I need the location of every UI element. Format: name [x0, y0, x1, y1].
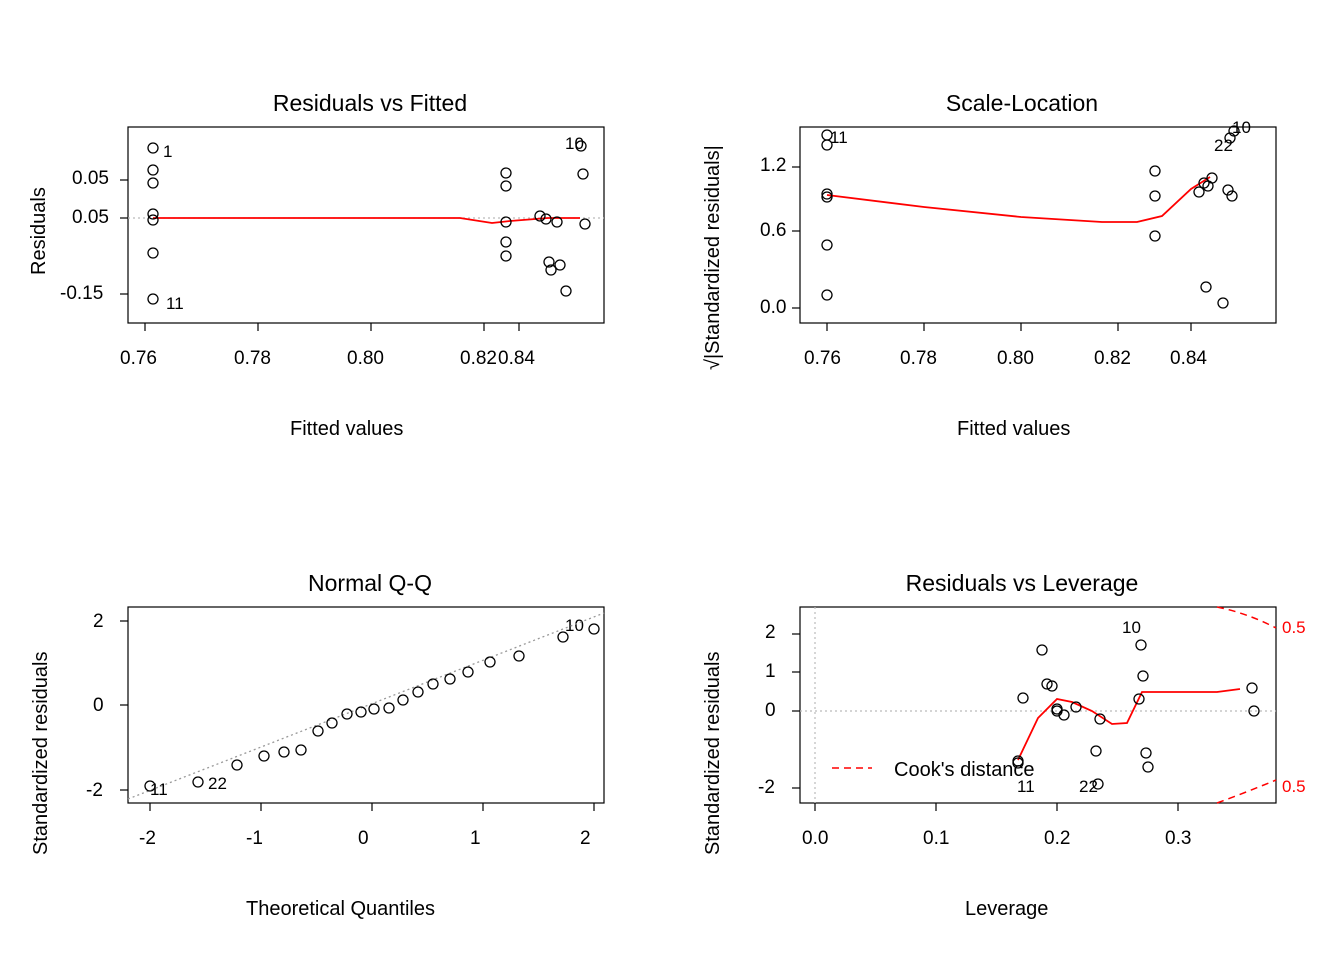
panel2-ytick-0: 0.0 [760, 297, 787, 318]
panel4-plot-area [672, 480, 1344, 960]
panel3-xtick-0: -2 [139, 828, 156, 849]
cooks-distance-legend-label: Cook's distance [894, 759, 1035, 781]
panel2-ylabel: √|Standardized residuals| [702, 145, 724, 370]
panel4-ytick-3: 2 [765, 622, 776, 643]
panel1-ytick-1: 0.05 [72, 207, 109, 228]
panel2-point-label-22: 22 [1214, 136, 1233, 155]
panel4-xtick-3: 0.3 [1165, 828, 1192, 849]
panel3-point-label-10: 10 [565, 616, 584, 635]
panel3-ytick-0: -2 [86, 780, 103, 801]
panel4-point-label-11: 11 [1017, 777, 1035, 796]
panel2-plot-area [672, 0, 1344, 480]
panel-scale-location [672, 0, 1344, 480]
panel1-xtick-1: 0.78 [234, 348, 271, 369]
panel2-xtick-0: 0.76 [804, 348, 841, 369]
panel4-xtick-0: 0.0 [802, 828, 829, 849]
panel3-point-label-11: 11 [150, 780, 168, 799]
panel1-point-label-1: 1 [163, 142, 173, 161]
panel4-xlabel: Leverage [965, 898, 1049, 920]
panel4-ytick-1: 0 [765, 700, 776, 721]
panel1-xlabel: Fitted values [290, 418, 404, 440]
panel2-point-label-11: 11 [830, 128, 848, 147]
panel3-title: Normal Q-Q [308, 570, 432, 596]
panel3-plot-area [0, 480, 672, 960]
panel2-title: Scale-Location [945, 90, 1099, 116]
panel1-ytick-2: 0.05 [72, 168, 109, 189]
panel4-point-label-22: 22 [1079, 777, 1098, 796]
panel2-xtick-1: 0.78 [900, 348, 937, 369]
panel2-ytick-1: 0.6 [760, 220, 787, 241]
panel1-ytick-0: -0.15 [60, 283, 104, 304]
panel3-ylabel: Standardized residuals [30, 651, 52, 855]
panel3-ytick-2: 2 [93, 611, 104, 632]
panel1-ylabel: Residuals [28, 187, 50, 275]
panel4-point-label-10: 10 [1122, 618, 1141, 637]
panel3-xtick-4: 2 [580, 828, 591, 849]
panel-residuals-vs-leverage [672, 480, 1344, 960]
panel4-title: Residuals vs Leverage [905, 570, 1139, 596]
panel3-xtick-3: 1 [470, 828, 481, 849]
panel4-ylabel: Standardized residuals [702, 651, 724, 855]
panel4-ytick-0: -2 [758, 777, 775, 798]
panel2-xtick-2: 0.80 [997, 348, 1034, 369]
cook-level-upper: 0.5 [1282, 618, 1306, 637]
panel2-xlabel: Fitted values [957, 418, 1071, 440]
panel1-xtick-3: 0.82 [460, 348, 497, 369]
panel3-xlabel: Theoretical Quantiles [246, 898, 435, 920]
panel1-xtick-0: 0.76 [120, 348, 157, 369]
panel1-xtick-4: 0.84 [498, 348, 535, 369]
panel3-xtick-2: 0 [358, 828, 369, 849]
panel2-point-label-10: 10 [1232, 118, 1251, 137]
cook-level-lower: 0.5 [1282, 777, 1306, 796]
panel4-xtick-1: 0.1 [923, 828, 950, 849]
panel-normal-qq [0, 480, 672, 960]
panel2-xtick-4: 0.84 [1170, 348, 1207, 369]
panel1-point-label-10: 10 [565, 134, 584, 153]
panel3-ytick-1: 0 [93, 695, 104, 716]
panel1-xtick-2: 0.80 [347, 348, 384, 369]
panel3-xtick-1: -1 [246, 828, 263, 849]
panel1-point-label-11: 11 [166, 294, 184, 313]
panel4-ytick-2: 1 [765, 661, 776, 682]
panel4-xtick-2: 0.2 [1044, 828, 1071, 849]
panel2-ytick-2: 1.2 [760, 155, 787, 176]
panel1-plot-area [0, 0, 672, 480]
panel3-point-label-22: 22 [208, 774, 227, 793]
panel2-xtick-3: 0.82 [1094, 348, 1131, 369]
panel1-title: Residuals vs Fitted [272, 90, 468, 116]
panel-residuals-vs-fitted [0, 0, 672, 480]
